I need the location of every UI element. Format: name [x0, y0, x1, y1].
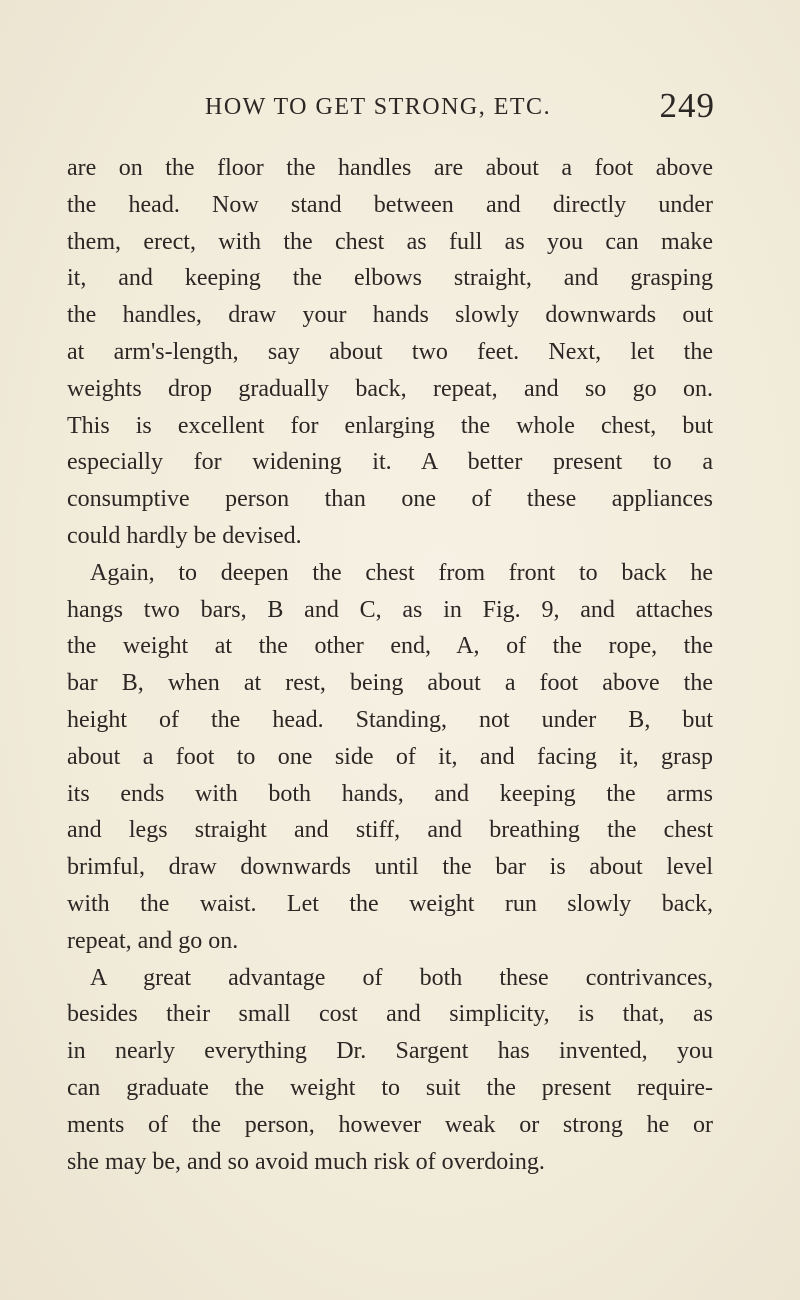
text-line: the weight at the other end, A, of the rope, the — [67, 633, 713, 660]
text-line: are on the floor the handles are about a foot above — [67, 155, 713, 181]
text-line: Again, to deepen the chest from front to back he — [90, 559, 713, 586]
text-line: can graduate the weight to suit the present require- — [67, 1074, 713, 1101]
text-line: hangs two bars, B and C, as in Fig. 9, and attaches — [67, 596, 713, 623]
text-line: the head. Now stand between and directly under — [67, 191, 713, 218]
body-text — [67, 150, 713, 1180]
text-line: weights drop gradually back, repeat, and so go on. — [67, 375, 713, 402]
text-line: the handles, draw your hands slowly downwards out — [67, 302, 713, 329]
text-line: brimful, draw downwards until the bar is about level — [67, 854, 713, 881]
text-line: she may be, and so avoid much risk of overdoing. — [67, 1148, 545, 1175]
running-head: HOW TO GET STRONG, ETC. — [205, 94, 552, 120]
text-line: them, erect, with the chest as full as you can make — [67, 228, 713, 255]
text-line: it, and keeping the elbows straight, and grasping — [67, 265, 713, 292]
text-line: and legs straight and stiff, and breathing the chest — [67, 817, 713, 844]
text-line: with the waist. Let the weight run slowly back, — [67, 890, 713, 917]
text-line: its ends with both hands, and keeping the arms — [67, 780, 713, 807]
text-line: bar B, when at rest, being about a foot above the — [67, 670, 713, 697]
text-line: could hardly be devised. — [67, 522, 302, 549]
text-line: in nearly everything Dr. Sargent has invented, you — [67, 1038, 713, 1065]
text-line: This is excellent for enlarging the whole chest, but — [67, 412, 713, 439]
text-line: besides their small cost and simplicity, is that, as — [67, 1001, 713, 1028]
text-line: consumptive person than one of these appliances — [67, 486, 713, 513]
text-line: height of the head. Standing, not under B, but — [67, 706, 713, 733]
text-line: A great advantage of both these contrivances, — [90, 964, 713, 991]
page-header — [205, 86, 715, 136]
page-number: 249 — [659, 86, 715, 125]
text-line: especially for widening it. A better present to a — [67, 449, 713, 476]
text-line: repeat, and go on. — [67, 927, 239, 954]
text-line: at arm's-length, say about two feet. Next, let the — [67, 338, 713, 365]
text-line: ments of the person, however weak or strong he or — [67, 1111, 713, 1138]
text-line: about a foot to one side of it, and facing it, grasp — [67, 743, 713, 770]
